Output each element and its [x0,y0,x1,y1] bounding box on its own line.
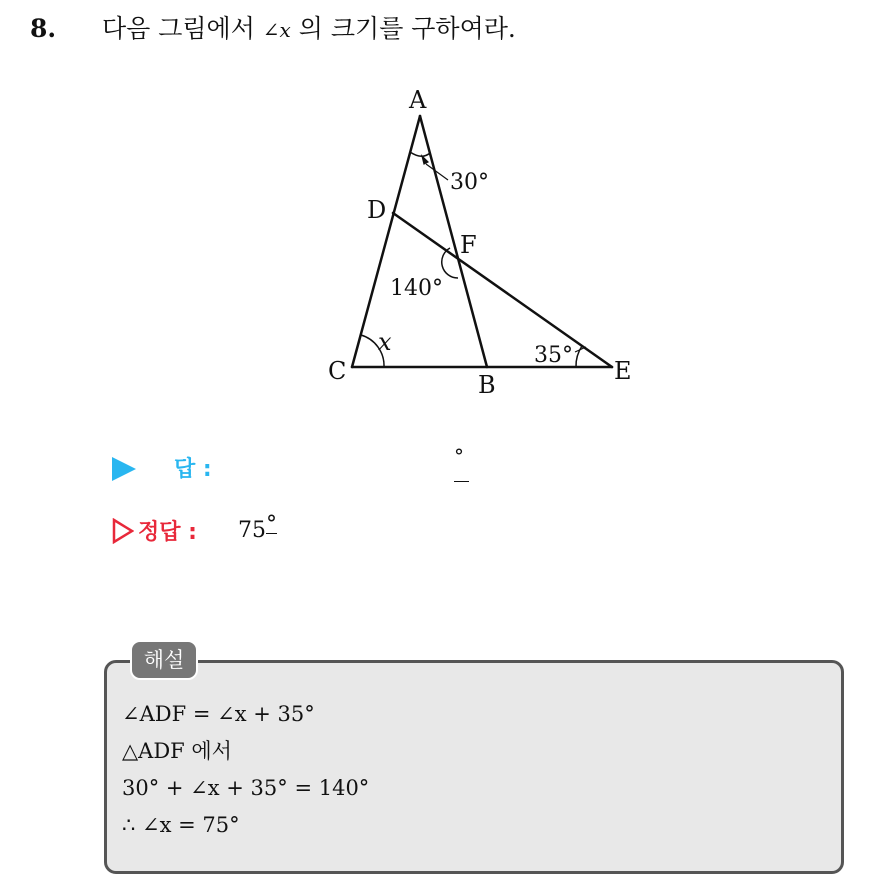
outline-triangle-icon [112,518,134,544]
point-label-f: F [460,231,477,259]
explanation-lines [122,696,369,844]
angle-label-x: x [378,328,392,356]
explanation-line-4: ∴ ∠x = 75° [122,813,240,837]
problem-number: 8. [30,14,57,43]
correct-unit: ° [266,512,277,537]
correct-value: 75 [238,518,266,543]
explanation-tag: 해설 [130,640,198,680]
problem-text-before: 다음 그림에서 [102,14,263,43]
problem-text-after: 의 크기를 구하여라. [290,14,516,43]
explanation-line-1: ∠ADF = ∠x + 35° [122,702,315,726]
answer-unit: ° [454,444,464,468]
problem-math-angle: ∠x [262,18,291,42]
triangle-figure [0,0,884,420]
explanation-line-3: 30° + ∠x + 35° = 140° [122,776,370,800]
correct-label: 정답 : [138,520,197,545]
angle-label-30: 30° [450,170,489,195]
correct-value-wrap [238,512,277,543]
answer-blank-line [454,481,469,482]
point-label-b: B [478,371,496,399]
point-label-a: A [409,86,427,114]
angle-label-35: 35° [534,343,573,368]
point-label-e: E [614,357,632,385]
angle-arc-a [410,152,430,156]
play-triangle-icon [112,457,136,481]
angle-label-140: 140° [390,276,443,301]
point-label-d: D [367,196,387,224]
explanation-line-2: △ADF 에서 [122,739,232,763]
answer-label: 답 : [174,457,212,482]
point-label-c: C [328,357,347,385]
arrowhead-30 [422,156,428,164]
